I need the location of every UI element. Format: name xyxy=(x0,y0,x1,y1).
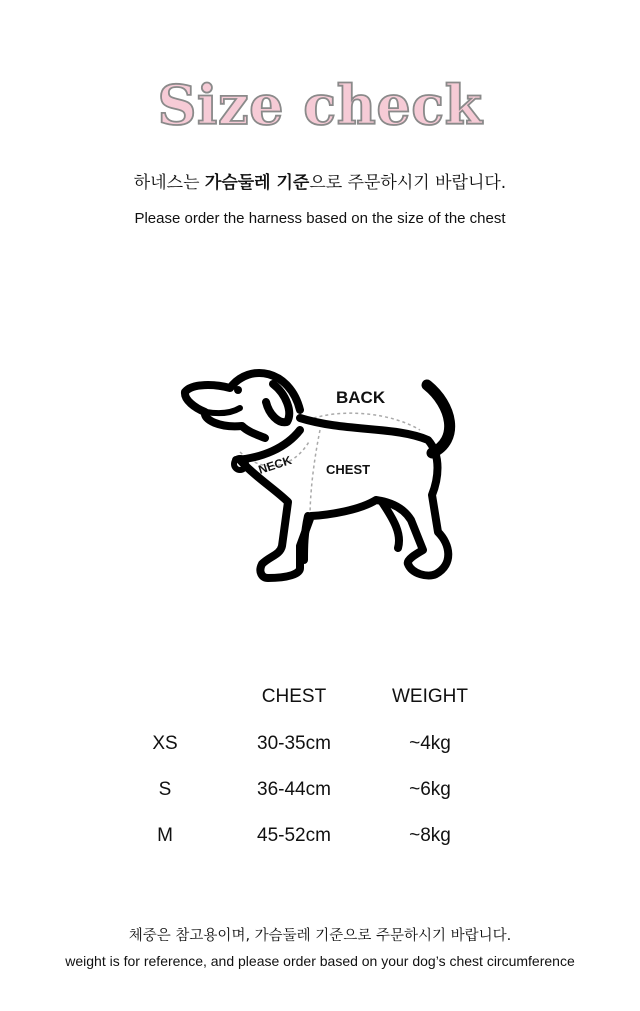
eye-icon xyxy=(234,386,242,394)
weight-cell: ~6kg xyxy=(409,779,451,800)
chest-header: CHEST xyxy=(261,686,327,707)
mouth-outline xyxy=(206,408,240,413)
size-cell: S xyxy=(158,779,172,800)
chest-cell: 45-52cm xyxy=(257,825,331,846)
size-table xyxy=(0,680,640,860)
intro-korean-suffix: 으로 주문하시기 바랍니다. xyxy=(309,173,507,193)
footer-english: weight is for reference, and please order based on your dog’s chest circumference xyxy=(65,953,575,969)
body-outline xyxy=(240,418,448,578)
size-cell: XS xyxy=(152,733,178,754)
chest-cell: 30-35cm xyxy=(257,733,331,754)
chest-label: CHEST xyxy=(326,462,371,477)
intro-korean-emphasis: 가슴둘레 기준 xyxy=(204,173,310,193)
collar-outline xyxy=(236,430,300,460)
chest-cell: 36-44cm xyxy=(257,779,331,800)
head-outline xyxy=(185,373,300,438)
back-label: BACK xyxy=(336,388,386,407)
size-cell: M xyxy=(157,825,173,846)
chest-measure-line xyxy=(310,430,320,518)
weight-cell: ~4kg xyxy=(409,733,451,754)
footer-korean: 체중은 참고용이며, 가슴둘레 기준으로 주문하시기 바랍니다. xyxy=(128,928,512,944)
neck-label: NECK xyxy=(256,453,294,477)
intro-korean xyxy=(0,171,640,195)
page-title: Size check xyxy=(157,73,483,137)
dog-illustration xyxy=(170,350,470,600)
front-leg-outline xyxy=(304,516,308,560)
intro-korean-prefix: 하네스는 xyxy=(133,173,205,193)
intro-english: Please order the harness based on the size of the chest xyxy=(134,210,506,227)
dog-measurement-diagram xyxy=(170,350,470,600)
weight-cell: ~8kg xyxy=(409,825,451,846)
weight-header: WEIGHT xyxy=(392,686,468,707)
